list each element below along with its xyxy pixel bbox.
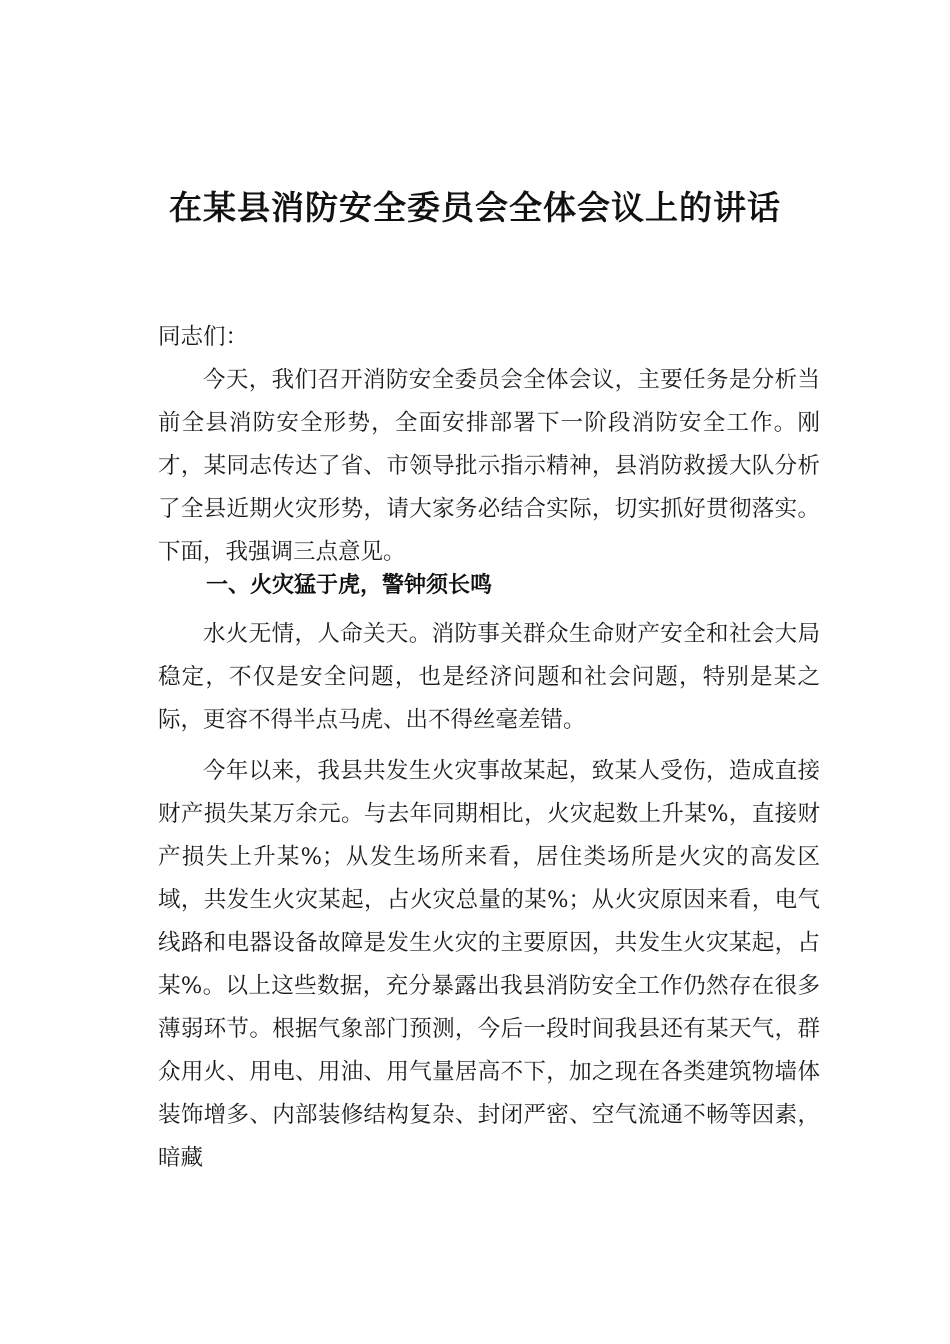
paragraph-intro: 今天，我们召开消防安全委员会全体会议，主要任务是分析当前全县消防安全形势，全面安排部署下一阶段消防安全工作。刚才，某同志传达了省、市领导批示指示精神，县消防救援大队分析了全县近期火灾形势，请大家务必结合实际，切实抓好贯彻落实。下面，我强调三点意见。 xyxy=(158,367,820,565)
paragraph-section-1-a: 水火无情，人命关天。消防事关群众生命财产安全和社会大局稳定，不仅是安全问题，也是经济问题和社会问题，特别是某之际，更容不得半点马虎、出不得丝毫差错。 xyxy=(158,621,820,733)
section-heading-1: 一、火灾猛于虎，警钟须长鸣 xyxy=(206,573,493,598)
salutation: 同志们： xyxy=(158,324,249,350)
document-title: 在某县消防安全委员会全体会议上的讲话 xyxy=(169,188,781,227)
paragraph-section-1-b: 今年以来，我县共发生火灾事故某起，致某人受伤，造成直接财产损失某万余元。与去年同期相比，火灾起数上升某%，直接财产损失上升某%；从发生场所来看，居住类场所是火灾的高发区域，共发生火灾某起，占火灾总量的某%；从火灾原因来看，电气线路和电器设备故障是发生火灾的主要原因，共发生火灾某起，占某%。以上这些数据，充分暴露出我县消防安全工作仍然存在很多薄弱环节。根据气象部门预测，今后一段时间我县还有某天气，群众用火、用电、用油、用气量居高不下，加之现在各类建筑物墙体装饰增多、内部装修结构复杂、封闭严密、空气流通不畅等因素，暗藏 xyxy=(158,758,820,1171)
